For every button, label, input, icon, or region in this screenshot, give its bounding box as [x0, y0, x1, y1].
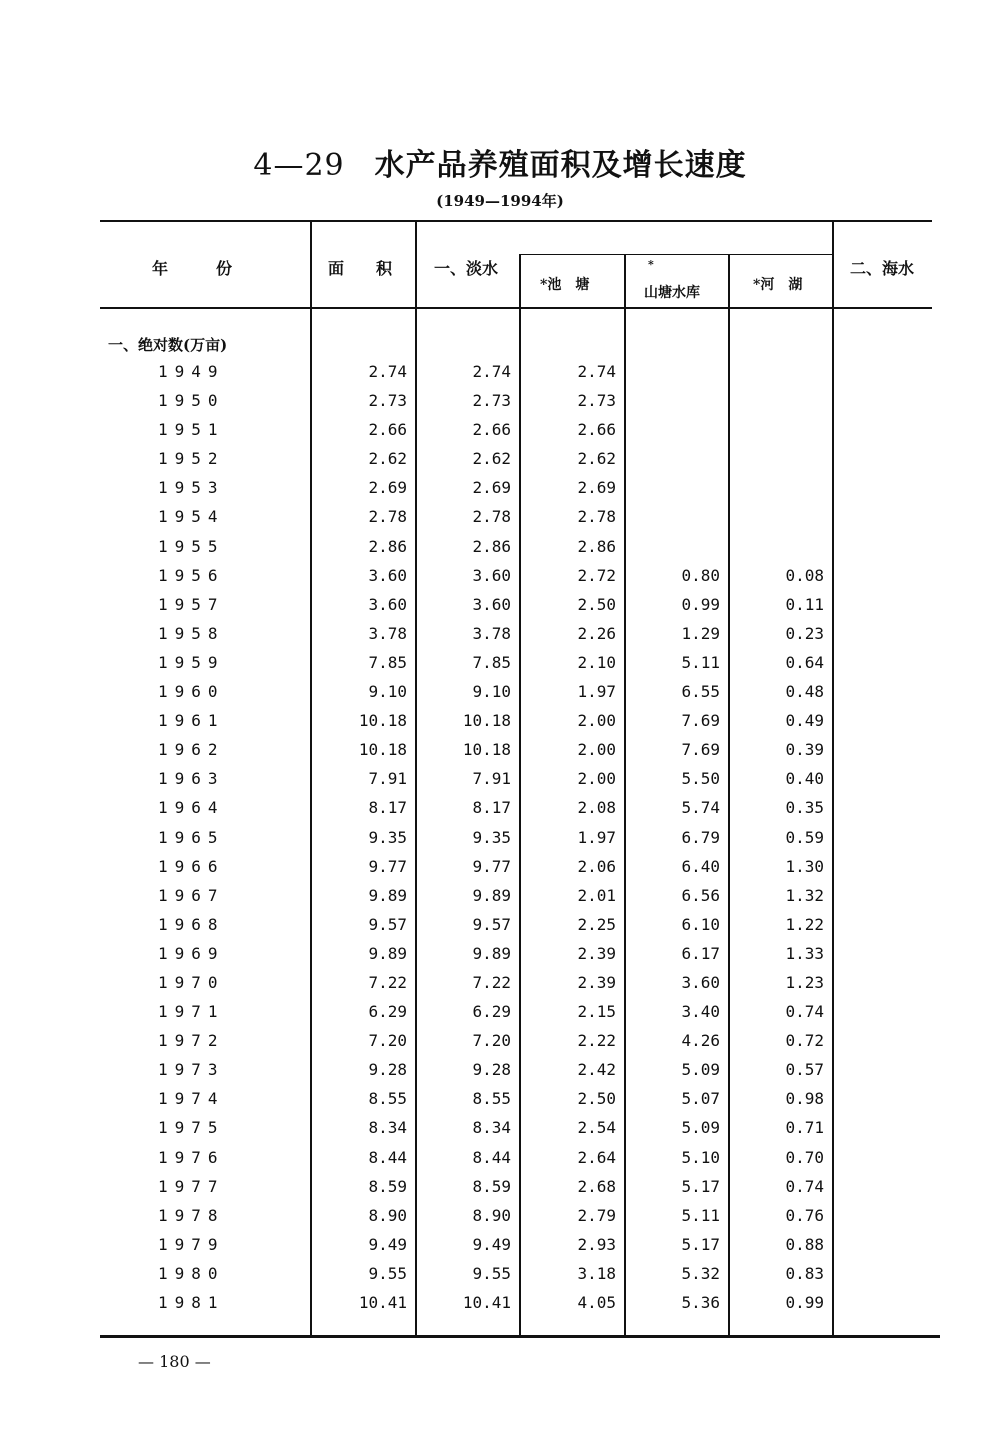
area-cell: 8.34: [368, 1118, 407, 1138]
table-row: [0, 824, 1000, 853]
year-cell: 1970: [158, 972, 225, 992]
header-freshwater: 一、淡水: [434, 259, 499, 278]
pond-cell: 2.50: [577, 594, 616, 614]
freshwater-cell: 8.34: [472, 1118, 511, 1138]
reservoir-cell: 5.17: [681, 1234, 720, 1254]
freshwater-cell: 9.89: [472, 885, 511, 905]
freshwater-cell: 9.49: [472, 1234, 511, 1254]
river-cell: 0.59: [785, 827, 824, 847]
pond-cell: 2.72: [577, 565, 616, 585]
area-cell: 2.62: [368, 449, 407, 469]
table-number: 4—29: [253, 148, 345, 183]
reservoir-cell: 0.80: [681, 565, 720, 585]
river-cell: 0.23: [785, 623, 824, 643]
freshwater-cell: 6.29: [472, 1002, 511, 1022]
pond-cell: 2.00: [577, 740, 616, 760]
year-cell: 1981: [158, 1293, 225, 1312]
area-cell: 7.22: [368, 972, 407, 992]
year-cell: 1960: [158, 682, 225, 702]
freshwater-cell: 10.18: [462, 711, 511, 731]
year-cell: 1971: [158, 1002, 225, 1022]
year-cell: 1957: [158, 594, 225, 614]
year-cell: 1963: [158, 769, 225, 789]
pond-cell: 2.39: [577, 972, 616, 992]
river-cell: 0.49: [785, 711, 824, 731]
pond-cell: 4.05: [577, 1293, 616, 1312]
table-row: [0, 765, 1000, 794]
freshwater-cell: 8.44: [472, 1147, 511, 1167]
pond-cell: 2.86: [577, 536, 616, 556]
area-cell: 7.91: [368, 769, 407, 789]
table-row: [0, 474, 1000, 503]
freshwater-cell: 10.18: [462, 740, 511, 760]
table-row: [0, 416, 1000, 445]
area-cell: 8.59: [368, 1176, 407, 1196]
river-cell: 0.88: [785, 1234, 824, 1254]
pond-cell: 2.08: [577, 798, 616, 818]
year-cell: 1959: [158, 652, 225, 672]
table-row: [0, 1231, 1000, 1260]
area-cell: 9.89: [368, 885, 407, 905]
freshwater-cell: 9.77: [472, 856, 511, 876]
table-row: [0, 591, 1000, 620]
page-number: — 180 —: [138, 1352, 211, 1371]
table-row: [0, 533, 1000, 562]
river-cell: 1.30: [785, 856, 824, 876]
pond-cell: 2.68: [577, 1176, 616, 1196]
reservoir-cell: 5.36: [681, 1293, 720, 1312]
river-cell: 1.33: [785, 943, 824, 963]
table-top-rule: [100, 220, 932, 222]
table-row: [0, 882, 1000, 911]
table-row: [0, 853, 1000, 882]
year-cell: 1955: [158, 536, 225, 556]
year-cell: 1969: [158, 943, 225, 963]
year-cell: 1958: [158, 623, 225, 643]
freshwater-cell: 9.28: [472, 1060, 511, 1080]
pond-cell: 2.54: [577, 1118, 616, 1138]
freshwater-cell: 9.10: [472, 682, 511, 702]
header-area: 面 积: [328, 259, 393, 278]
year-cell: 1961: [158, 711, 225, 731]
table-row: [0, 794, 1000, 823]
river-cell: 0.70: [785, 1147, 824, 1167]
pond-cell: 2.69: [577, 478, 616, 498]
year-cell: 1979: [158, 1234, 225, 1254]
pond-cell: 2.10: [577, 652, 616, 672]
freshwater-cell: 8.17: [472, 798, 511, 818]
year-cell: 1949: [158, 362, 225, 381]
river-cell: 0.98: [785, 1089, 824, 1109]
table-title: 水产品养殖面积及增长速度: [374, 148, 747, 183]
freshwater-cell: 9.55: [472, 1263, 511, 1283]
table-row: [0, 678, 1000, 707]
pond-cell: 2.15: [577, 1002, 616, 1022]
river-cell: 1.23: [785, 972, 824, 992]
reservoir-cell: 5.17: [681, 1176, 720, 1196]
river-cell: 0.83: [785, 1263, 824, 1283]
table-body: [0, 358, 1000, 1318]
section-label: 一、绝对数(万亩): [108, 336, 228, 354]
area-cell: 8.90: [368, 1205, 407, 1225]
area-cell: 9.55: [368, 1263, 407, 1283]
freshwater-cell: 9.35: [472, 827, 511, 847]
table-row: [0, 1027, 1000, 1056]
header-river: *河 湖: [753, 277, 803, 293]
area-cell: 2.73: [368, 391, 407, 411]
year-cell: 1977: [158, 1176, 225, 1196]
year-cell: 1975: [158, 1118, 225, 1138]
year-cell: 1967: [158, 885, 225, 905]
river-cell: 0.08: [785, 565, 824, 585]
table-row: [0, 620, 1000, 649]
area-cell: 9.77: [368, 856, 407, 876]
freshwater-cell: 8.90: [472, 1205, 511, 1225]
reservoir-cell: 6.79: [681, 827, 720, 847]
table-row: [0, 1085, 1000, 1114]
pond-cell: 2.78: [577, 507, 616, 527]
area-cell: 9.49: [368, 1234, 407, 1254]
year-cell: 1968: [158, 914, 225, 934]
pond-cell: 2.42: [577, 1060, 616, 1080]
area-cell: 10.18: [358, 711, 407, 731]
freshwater-cell: 7.20: [472, 1031, 511, 1051]
river-cell: 0.71: [785, 1118, 824, 1138]
reservoir-cell: 6.40: [681, 856, 720, 876]
freshwater-cell: 8.55: [472, 1089, 511, 1109]
header-pond: *池 塘: [540, 277, 590, 293]
pond-cell: 2.66: [577, 420, 616, 440]
freshwater-cell: 3.60: [472, 565, 511, 585]
area-cell: 8.55: [368, 1089, 407, 1109]
reservoir-cell: 3.40: [681, 1002, 720, 1022]
header-seawater: 二、海水: [850, 259, 915, 278]
table-row: [0, 736, 1000, 765]
year-cell: 1951: [158, 420, 225, 440]
freshwater-cell: 2.69: [472, 478, 511, 498]
reservoir-cell: 0.99: [681, 594, 720, 614]
area-cell: 2.74: [368, 362, 407, 381]
table-row: [0, 1289, 1000, 1318]
reservoir-cell: 5.74: [681, 798, 720, 818]
header-bottom-rule: [100, 307, 932, 309]
pond-cell: 2.01: [577, 885, 616, 905]
area-cell: 8.17: [368, 798, 407, 818]
area-cell: 6.29: [368, 1002, 407, 1022]
pond-cell: 2.25: [577, 914, 616, 934]
pond-cell: 2.22: [577, 1031, 616, 1051]
year-cell: 1973: [158, 1060, 225, 1080]
area-cell: 7.85: [368, 652, 407, 672]
area-cell: 7.20: [368, 1031, 407, 1051]
reservoir-cell: 1.29: [681, 623, 720, 643]
area-cell: 3.78: [368, 623, 407, 643]
reservoir-cell: 4.26: [681, 1031, 720, 1051]
area-cell: 2.66: [368, 420, 407, 440]
area-cell: 10.18: [358, 740, 407, 760]
river-cell: 0.48: [785, 682, 824, 702]
river-cell: 1.32: [785, 885, 824, 905]
reservoir-cell: 5.10: [681, 1147, 720, 1167]
reservoir-cell: 5.09: [681, 1118, 720, 1138]
freshwater-cell: 2.73: [472, 391, 511, 411]
pond-cell: 2.50: [577, 1089, 616, 1109]
reservoir-cell: 3.60: [681, 972, 720, 992]
year-cell: 1956: [158, 565, 225, 585]
year-cell: 1978: [158, 1205, 225, 1225]
table-row: [0, 940, 1000, 969]
reservoir-cell: 6.56: [681, 885, 720, 905]
year-cell: 1966: [158, 856, 225, 876]
freshwater-group-rule: [519, 254, 833, 255]
header-year: 年 份: [152, 259, 233, 278]
freshwater-cell: 2.86: [472, 536, 511, 556]
year-cell: 1964: [158, 798, 225, 818]
table-row: [0, 1144, 1000, 1173]
table-row: [0, 1260, 1000, 1289]
river-cell: 0.39: [785, 740, 824, 760]
river-cell: 0.64: [785, 652, 824, 672]
pond-cell: 1.97: [577, 827, 616, 847]
table-row: [0, 1173, 1000, 1202]
year-cell: 1962: [158, 740, 225, 760]
freshwater-cell: 9.57: [472, 914, 511, 934]
pond-cell: 2.93: [577, 1234, 616, 1254]
year-cell: 1972: [158, 1031, 225, 1051]
pond-cell: 2.73: [577, 391, 616, 411]
table-row: [0, 1202, 1000, 1231]
table-subtitle: (1949—1994年): [436, 192, 564, 210]
reservoir-cell: 6.10: [681, 914, 720, 934]
year-cell: 1950: [158, 391, 225, 411]
area-cell: 3.60: [368, 594, 407, 614]
pond-cell: 2.39: [577, 943, 616, 963]
table-row: [0, 358, 1000, 387]
freshwater-cell: 2.62: [472, 449, 511, 469]
pond-cell: 2.79: [577, 1205, 616, 1225]
area-cell: 9.10: [368, 682, 407, 702]
table-row: [0, 911, 1000, 940]
freshwater-cell: 9.89: [472, 943, 511, 963]
area-cell: 9.28: [368, 1060, 407, 1080]
pond-cell: 2.06: [577, 856, 616, 876]
area-cell: 2.86: [368, 536, 407, 556]
table-row: [0, 998, 1000, 1027]
area-cell: 9.57: [368, 914, 407, 934]
area-cell: 10.41: [358, 1293, 407, 1312]
area-cell: 2.78: [368, 507, 407, 527]
pond-cell: 2.00: [577, 769, 616, 789]
area-cell: 2.69: [368, 478, 407, 498]
pond-cell: 3.18: [577, 1263, 616, 1283]
river-cell: 0.57: [785, 1060, 824, 1080]
pond-cell: 2.64: [577, 1147, 616, 1167]
year-cell: 1965: [158, 827, 225, 847]
pond-cell: 2.74: [577, 362, 616, 381]
year-cell: 1953: [158, 478, 225, 498]
table-row: [0, 503, 1000, 532]
reservoir-cell: 5.11: [681, 1205, 720, 1225]
table-row: [0, 1056, 1000, 1085]
reservoir-cell: 5.09: [681, 1060, 720, 1080]
reservoir-cell: 5.11: [681, 652, 720, 672]
area-cell: 8.44: [368, 1147, 407, 1167]
table-row: [0, 1114, 1000, 1143]
river-cell: 0.74: [785, 1176, 824, 1196]
year-cell: 1952: [158, 449, 225, 469]
reservoir-cell: 7.69: [681, 740, 720, 760]
river-cell: 0.74: [785, 1002, 824, 1022]
year-cell: 1954: [158, 507, 225, 527]
area-cell: 3.60: [368, 565, 407, 585]
reservoir-cell: 6.17: [681, 943, 720, 963]
year-cell: 1976: [158, 1147, 225, 1167]
table-row: [0, 387, 1000, 416]
reservoir-cell: 7.69: [681, 711, 720, 731]
river-cell: 1.22: [785, 914, 824, 934]
river-cell: 0.72: [785, 1031, 824, 1051]
pond-cell: 2.00: [577, 711, 616, 731]
freshwater-cell: 7.22: [472, 972, 511, 992]
header-reservoir-mark: *: [648, 258, 654, 271]
area-cell: 9.89: [368, 943, 407, 963]
year-cell: 1980: [158, 1263, 225, 1283]
river-cell: 0.11: [785, 594, 824, 614]
table-row: [0, 969, 1000, 998]
year-cell: 1974: [158, 1089, 225, 1109]
river-cell: 0.35: [785, 798, 824, 818]
table-row: [0, 649, 1000, 678]
freshwater-cell: 8.59: [472, 1176, 511, 1196]
pond-cell: 2.62: [577, 449, 616, 469]
pond-cell: 1.97: [577, 682, 616, 702]
freshwater-cell: 7.85: [472, 652, 511, 672]
table-row: [0, 445, 1000, 474]
reservoir-cell: 5.07: [681, 1089, 720, 1109]
reservoir-cell: 5.32: [681, 1263, 720, 1283]
area-cell: 9.35: [368, 827, 407, 847]
river-cell: 0.76: [785, 1205, 824, 1225]
freshwater-cell: 3.78: [472, 623, 511, 643]
freshwater-cell: 2.74: [472, 362, 511, 381]
header-reservoir: 山塘水库: [644, 285, 700, 301]
table-row: [0, 707, 1000, 736]
freshwater-cell: 3.60: [472, 594, 511, 614]
reservoir-cell: 6.55: [681, 682, 720, 702]
river-cell: 0.40: [785, 769, 824, 789]
freshwater-cell: 2.66: [472, 420, 511, 440]
table-row: [0, 562, 1000, 591]
freshwater-cell: 2.78: [472, 507, 511, 527]
reservoir-cell: 5.50: [681, 769, 720, 789]
freshwater-cell: 7.91: [472, 769, 511, 789]
page-title: [0, 140, 1000, 184]
table-bottom-rule: [100, 1335, 940, 1338]
pond-cell: 2.26: [577, 623, 616, 643]
freshwater-cell: 10.41: [462, 1293, 511, 1312]
river-cell: 0.99: [785, 1293, 824, 1312]
